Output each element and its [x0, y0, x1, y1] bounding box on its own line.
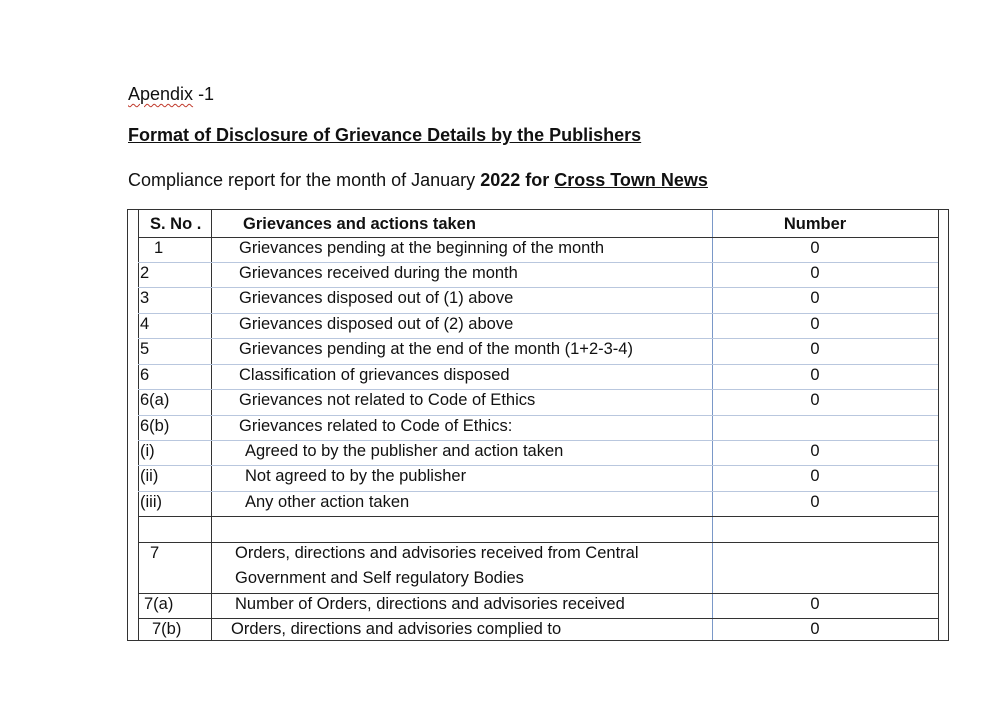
row-description: Orders, directions and advisories complied to: [231, 620, 562, 638]
row-sno: 5: [140, 340, 150, 358]
row-description: Orders, directions and advisories received from Central: [235, 544, 639, 562]
row-description: Government and Self regulatory Bodies: [235, 569, 524, 587]
compliance-year: 2022 for: [480, 170, 555, 190]
row-description: Not agreed to by the publisher: [245, 467, 467, 485]
row-number: 0: [810, 264, 820, 282]
table-row: [128, 312, 948, 337]
header-desc: Grievances and actions taken: [243, 215, 476, 233]
row-sno: (i): [140, 442, 155, 460]
row-description: Grievances pending at the end of the month (1+2-3-4): [239, 340, 633, 358]
row-sno: (ii): [140, 467, 159, 485]
row-number: 0: [810, 595, 820, 613]
row-sno: (iii): [140, 493, 162, 511]
row-description: Number of Orders, directions and advisories received: [235, 595, 625, 613]
row-description: Grievances received during the month: [239, 264, 518, 282]
row-number: 0: [810, 467, 820, 485]
appendix-word: Apendix: [128, 84, 194, 104]
row-number: 0: [810, 315, 820, 333]
row-number: 0: [810, 289, 820, 307]
table-row: [128, 337, 948, 362]
row-description: Grievances related to Code of Ethics:: [239, 417, 513, 435]
row-number: 0: [810, 391, 820, 409]
row-description: Grievances disposed out of (2) above: [239, 315, 514, 333]
row-sno: 6(b): [140, 417, 170, 435]
row-description: Grievances disposed out of (1) above: [239, 289, 514, 307]
table-row: [128, 566, 948, 591]
row-sno: 6: [140, 366, 150, 384]
row-description: Grievances pending at the beginning of the month: [239, 239, 605, 257]
appendix-label: [128, 84, 214, 105]
publisher-name: Cross Town News: [554, 170, 708, 190]
row-description: Agreed to by the publisher and action taken: [245, 442, 564, 460]
table-row: [128, 236, 948, 261]
row-sno: 1: [154, 239, 164, 257]
compliance-line: [128, 170, 708, 191]
appendix-suffix: -1: [193, 84, 215, 104]
header-sno: S. No .: [150, 215, 202, 233]
table-row: [128, 439, 948, 464]
table-row: [128, 515, 948, 540]
row-sno: 6(a): [140, 391, 170, 409]
row-sno: 3: [140, 289, 150, 307]
row-number: 0: [810, 442, 820, 460]
table-row: [128, 592, 948, 617]
row-description: Grievances not related to Code of Ethics: [239, 391, 536, 409]
row-description: Classification of grievances disposed: [239, 366, 510, 384]
row-sno: 7: [150, 544, 160, 562]
table-row: [128, 414, 948, 439]
row-number: 0: [810, 493, 820, 511]
row-number: 0: [810, 620, 820, 638]
table-row: [128, 363, 948, 388]
grievance-table: [127, 209, 949, 641]
table-row: [128, 388, 948, 413]
compliance-prefix: Compliance report for the month of January: [128, 170, 481, 190]
row-number: 0: [810, 239, 820, 257]
table-row: [128, 541, 948, 566]
table-header-row: [128, 212, 948, 237]
row-number: 0: [810, 340, 820, 358]
row-number: 0: [810, 366, 820, 384]
row-sno: 7(b): [152, 620, 182, 638]
header-number: Number: [783, 215, 847, 233]
table-row: [128, 261, 948, 286]
table-row: [128, 464, 948, 489]
table-row: [128, 490, 948, 515]
row-sno: 2: [140, 264, 150, 282]
row-description: Any other action taken: [245, 493, 410, 511]
row-sno: 7(a): [144, 595, 174, 613]
row-sno: 4: [140, 315, 150, 333]
format-title: Format of Disclosure of Grievance Details by the Publishers: [128, 125, 642, 145]
table-row: [128, 286, 948, 311]
table-row: [128, 617, 948, 642]
